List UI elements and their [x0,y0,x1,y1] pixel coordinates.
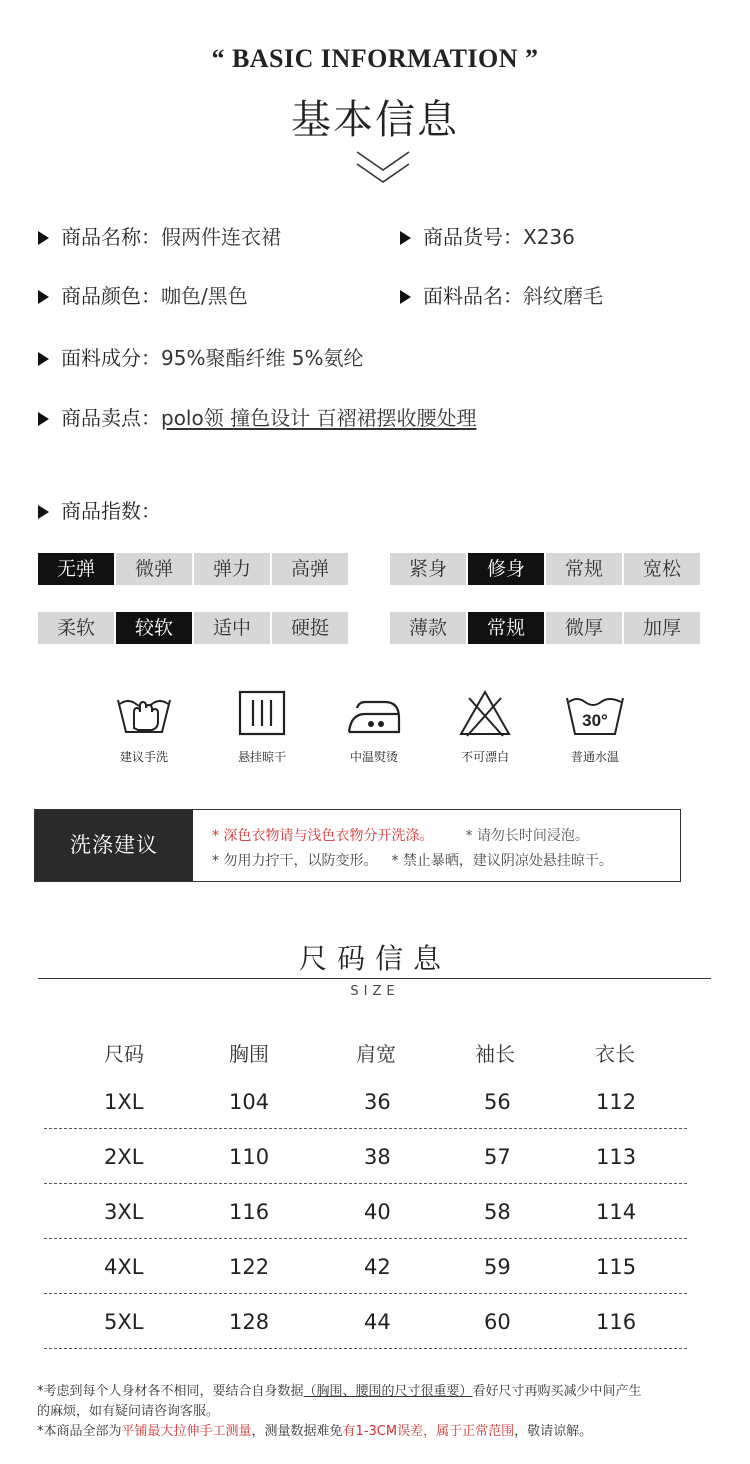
index-fit [390,553,700,585]
table-cell: 115 [596,1254,637,1279]
table-cell: 44 [364,1309,391,1334]
info-row-index [38,495,161,524]
table-cell: 114 [596,1199,637,1224]
table-cell: 116 [229,1199,270,1224]
table-cell: 110 [229,1144,270,1169]
chip-softness-2: 适中 [194,612,270,644]
row-divider [44,1348,687,1349]
chip-thickness-3: 加厚 [624,612,700,644]
care-label: 中温熨烫 [349,750,398,764]
chip-elasticity-3: 高弹 [272,553,348,585]
chip-softness-0: 柔软 [38,612,114,644]
wash-tips-line-1 [212,825,589,845]
column-header: 胸围 [229,1041,269,1066]
index-thickness [390,612,700,644]
note-emphasis: 有1-3CM误差，属于正常范围 [342,1424,515,1439]
info-label: 面料成分： [61,346,161,370]
wash-advice-box [34,809,681,882]
page-title: 基本信息 [291,97,459,143]
triangle-bullet-icon [400,231,411,245]
info-row-name [38,221,281,250]
table-cell: 122 [229,1254,270,1279]
info-row-color [38,280,248,309]
care-label: 不可漂白 [460,750,509,764]
care-wash-30 [555,688,635,765]
english-title: “ BASIC INFORMATION ” [211,44,539,73]
wash-tip: * 深色衣物请与浅色衣物分开洗涤。 [212,828,434,844]
info-label: 商品卖点： [61,406,161,430]
care-hang-dry [222,688,302,765]
column-header: 衣长 [595,1041,635,1066]
table-cell: 112 [596,1089,637,1114]
table-row [44,1294,687,1349]
care-no-bleach [445,688,525,765]
note-text: 看好尺寸再购买减少中间产生 [472,1384,642,1399]
table-cell: 2XL [104,1144,144,1169]
table-cell: 1XL [104,1089,144,1114]
wash-30-icon [563,688,627,738]
care-label: 悬挂晾干 [237,750,286,764]
divider [38,978,711,979]
wash-tips-line-2 [212,850,613,870]
triangle-bullet-icon [38,290,49,304]
no-bleach-icon [455,688,515,738]
column-header: 袖长 [475,1041,515,1066]
info-label: 商品颜色： [61,284,161,308]
table-cell: 40 [364,1199,391,1224]
info-value: X236 [523,225,575,249]
note-text: *考虑到每个人身材各不相同，要结合自身数据 [37,1384,304,1399]
triangle-bullet-icon [38,231,49,245]
size-section-subtitle: SIZE [350,984,400,999]
chip-thickness-0: 薄款 [390,612,466,644]
size-note-1 [37,1380,642,1399]
table-header-row [44,1030,687,1074]
size-note-2 [37,1420,592,1439]
note-text: 的麻烦，如有疑问请咨询客服。 [37,1404,220,1419]
hand-wash-icon [114,688,174,738]
table-cell: 36 [364,1089,391,1114]
table-cell: 128 [229,1309,270,1334]
care-label: 普通水温 [570,750,619,764]
triangle-bullet-icon [38,412,49,426]
table-cell: 3XL [104,1199,144,1224]
table-cell: 60 [484,1309,511,1334]
size-note-1-cont [37,1400,219,1419]
table-cell: 4XL [104,1254,144,1279]
index-elasticity [38,553,348,585]
chip-elasticity-2: 弹力 [194,553,270,585]
table-row [44,1239,687,1294]
note-emphasis: 平铺最大拉伸手工测量 [121,1424,252,1439]
info-label: 商品名称： [61,225,161,249]
info-row-selling-point [38,402,476,431]
triangle-bullet-icon [38,352,49,366]
chip-softness-1: 较软 [116,612,192,644]
wash-temperature: 30° [582,711,608,730]
table-row [44,1184,687,1239]
info-label: 面料品名： [423,284,523,308]
hang-dry-icon [232,688,292,738]
index-softness [38,612,348,644]
wash-tip: * 禁止暴晒，建议阴凉处悬挂晾干。 [391,853,613,869]
table-cell: 5XL [104,1309,144,1334]
info-row-composition [38,342,364,371]
wash-tip: * 勿用力拧干，以防变形。 [212,853,378,869]
info-value: 假两件连衣裙 [161,225,281,249]
care-iron [334,688,414,765]
wash-tip: * 请勿长时间浸泡。 [465,828,589,844]
chip-fit-3: 宽松 [624,553,700,585]
info-value: 斜纹磨毛 [523,284,603,308]
column-header: 尺码 [104,1041,144,1066]
table-cell: 56 [484,1089,511,1114]
note-text: *本商品全部为 [37,1424,122,1439]
chip-fit-0: 紧身 [390,553,466,585]
note-emphasis: （胸围、腰围的尺寸很重要） [303,1384,473,1399]
double-chevron-down-icon [355,150,411,186]
table-cell: 57 [484,1144,511,1169]
note-text: ，测量数据难免 [251,1424,343,1439]
triangle-bullet-icon [38,505,49,519]
table-cell: 116 [596,1309,637,1334]
info-label: 商品货号： [423,225,523,249]
table-row [44,1129,687,1184]
table-cell: 38 [364,1144,391,1169]
chip-fit-1: 修身 [468,553,544,585]
info-value: polo领 撞色设计 百褶裙摆收腰处理 [161,406,477,430]
size-section-title: 尺码信息 [298,942,451,975]
table-cell: 104 [229,1089,270,1114]
table-cell: 113 [596,1144,637,1169]
chip-softness-3: 硬挺 [272,612,348,644]
iron-medium-icon [341,688,407,738]
chip-elasticity-0: 无弹 [38,553,114,585]
chip-elasticity-1: 微弹 [116,553,192,585]
table-row [44,1074,687,1129]
wash-advice-title: 洗涤建议 [35,810,193,881]
care-label: 建议手洗 [119,750,168,764]
column-header: 肩宽 [356,1041,396,1066]
table-cell: 42 [364,1254,391,1279]
info-row-code [400,221,575,250]
info-value: 95%聚酯纤维 5%氨纶 [161,346,364,370]
size-table [44,1030,687,1349]
care-hand-wash [104,688,184,765]
table-cell: 58 [484,1199,511,1224]
chip-thickness-2: 微厚 [546,612,622,644]
chip-thickness-1: 常规 [468,612,544,644]
triangle-bullet-icon [400,290,411,304]
info-value: 咖色/黑色 [161,284,248,308]
info-label: 商品指数： [61,499,161,523]
table-cell: 59 [484,1254,511,1279]
note-text: ，敬请谅解。 [514,1424,593,1439]
info-row-fabric-name [400,280,603,309]
chip-fit-2: 常规 [546,553,622,585]
